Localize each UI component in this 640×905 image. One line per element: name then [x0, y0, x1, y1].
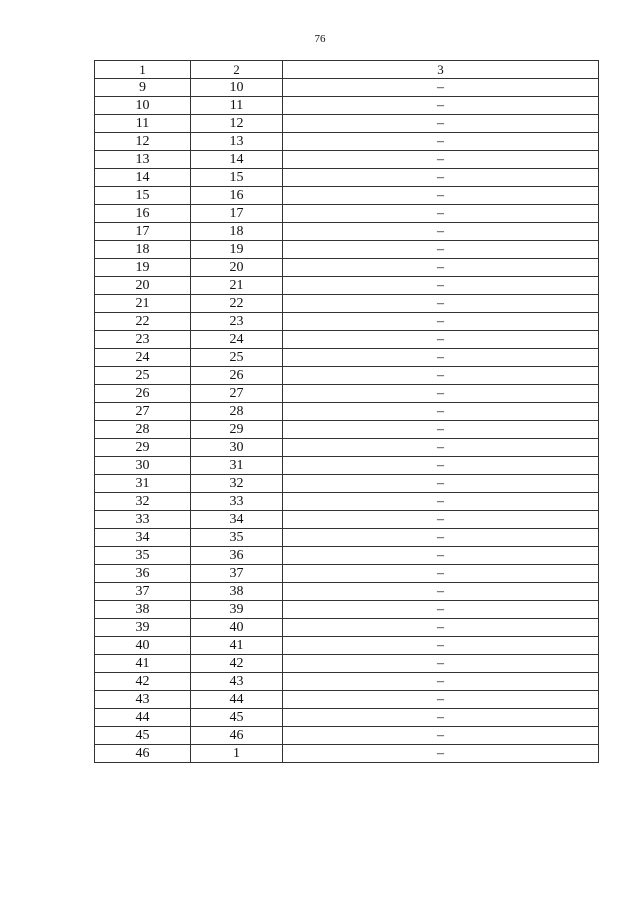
table-cell-col3: –: [283, 421, 599, 439]
header-row: [95, 61, 599, 79]
table-cell-col2: 42: [191, 655, 283, 673]
table-row: [95, 223, 599, 241]
table-cell-col3: –: [283, 673, 599, 691]
table-cell-col1: 40: [95, 637, 191, 655]
table-cell-col1: 12: [95, 133, 191, 151]
table-cell-col1: 28: [95, 421, 191, 439]
table-cell-col3: –: [283, 367, 599, 385]
table-row: [95, 727, 599, 745]
table-cell-col3: –: [283, 133, 599, 151]
table-cell-col3: –: [283, 493, 599, 511]
table-cell-col1: 20: [95, 277, 191, 295]
table-cell-col2: 43: [191, 673, 283, 691]
table-row: [95, 439, 599, 457]
table-row: [95, 133, 599, 151]
table-cell-col2: 46: [191, 727, 283, 745]
table-cell-col1: 42: [95, 673, 191, 691]
table-cell-col3: –: [283, 205, 599, 223]
table-cell-col3: –: [283, 439, 599, 457]
table-cell-col3: –: [283, 565, 599, 583]
table-cell-col1: 37: [95, 583, 191, 601]
table-cell-col3: –: [283, 529, 599, 547]
table-cell-col1: 22: [95, 313, 191, 331]
table-row: [95, 529, 599, 547]
table-cell-col2: 36: [191, 547, 283, 565]
table-cell-col1: 38: [95, 601, 191, 619]
table-cell-col1: 14: [95, 169, 191, 187]
table-cell-col2: 14: [191, 151, 283, 169]
table-cell-col1: 26: [95, 385, 191, 403]
table-cell-col1: 45: [95, 727, 191, 745]
data-table: [94, 60, 599, 763]
table-cell-col3: –: [283, 709, 599, 727]
table-cell-col2: 1: [191, 745, 283, 763]
table-cell-col2: 35: [191, 529, 283, 547]
table-cell-col1: 31: [95, 475, 191, 493]
table-cell-col1: 39: [95, 619, 191, 637]
table-cell-col3: –: [283, 241, 599, 259]
table-cell-col3: –: [283, 349, 599, 367]
table-row: [95, 151, 599, 169]
table-cell-col1: 27: [95, 403, 191, 421]
table-cell-col2: 18: [191, 223, 283, 241]
table-row: [95, 205, 599, 223]
table-row: [95, 457, 599, 475]
table-cell-col2: 22: [191, 295, 283, 313]
table-cell-col1: 33: [95, 511, 191, 529]
table-row: [95, 241, 599, 259]
table-row: [95, 511, 599, 529]
table-cell-col1: 17: [95, 223, 191, 241]
table-cell-col1: 11: [95, 115, 191, 133]
table-body: [95, 79, 599, 763]
table-cell-col3: –: [283, 115, 599, 133]
table-row: [95, 115, 599, 133]
table-cell-col1: 35: [95, 547, 191, 565]
table-cell-col3: –: [283, 745, 599, 763]
table-row: [95, 673, 599, 691]
table-row: [95, 79, 599, 97]
table-row: [95, 403, 599, 421]
table-cell-col1: 9: [95, 79, 191, 97]
table-cell-col2: 34: [191, 511, 283, 529]
table-cell-col2: 45: [191, 709, 283, 727]
table-cell-col1: 46: [95, 745, 191, 763]
table-row: [95, 295, 599, 313]
table-cell-col1: 25: [95, 367, 191, 385]
table-cell-col3: –: [283, 385, 599, 403]
table-cell-col2: 40: [191, 619, 283, 637]
table-cell-col3: –: [283, 655, 599, 673]
table-cell-col1: 13: [95, 151, 191, 169]
table-cell-col1: 10: [95, 97, 191, 115]
table-cell-col3: –: [283, 403, 599, 421]
table-row: [95, 565, 599, 583]
table-cell-col2: 37: [191, 565, 283, 583]
table-cell-col3: –: [283, 583, 599, 601]
table-cell-col2: 26: [191, 367, 283, 385]
table-row: [95, 709, 599, 727]
table-row: [95, 475, 599, 493]
table-cell-col2: 38: [191, 583, 283, 601]
table-cell-col2: 31: [191, 457, 283, 475]
table-cell-col1: 41: [95, 655, 191, 673]
table-row: [95, 169, 599, 187]
table-cell-col3: –: [283, 79, 599, 97]
table-cell-col2: 21: [191, 277, 283, 295]
page-number: 76: [314, 33, 326, 45]
table-cell-col3: –: [283, 511, 599, 529]
table-row: [95, 745, 599, 763]
table-cell-col3: –: [283, 313, 599, 331]
table-cell-col3: –: [283, 457, 599, 475]
table-cell-col1: 21: [95, 295, 191, 313]
table-cell-col2: 39: [191, 601, 283, 619]
table-cell-col1: 36: [95, 565, 191, 583]
column-header-2: 2: [191, 61, 283, 79]
table-cell-col3: –: [283, 97, 599, 115]
table-row: [95, 619, 599, 637]
table-row: [95, 97, 599, 115]
table-cell-col2: 41: [191, 637, 283, 655]
table-cell-col2: 15: [191, 169, 283, 187]
table-row: [95, 259, 599, 277]
table-cell-col2: 16: [191, 187, 283, 205]
table-cell-col2: 17: [191, 205, 283, 223]
table-cell-col1: 15: [95, 187, 191, 205]
table-cell-col3: –: [283, 727, 599, 745]
table-row: [95, 421, 599, 439]
table-cell-col2: 29: [191, 421, 283, 439]
table-cell-col3: –: [283, 547, 599, 565]
table-cell-col2: 12: [191, 115, 283, 133]
table-cell-col3: –: [283, 475, 599, 493]
table-cell-col2: 32: [191, 475, 283, 493]
table-cell-col2: 27: [191, 385, 283, 403]
table-cell-col2: 10: [191, 79, 283, 97]
table-row: [95, 601, 599, 619]
column-header-1: 1: [95, 61, 191, 79]
table-cell-col2: 24: [191, 331, 283, 349]
table-cell-col3: –: [283, 151, 599, 169]
table-cell-col3: –: [283, 619, 599, 637]
table-cell-col1: 23: [95, 331, 191, 349]
table-cell-col1: 30: [95, 457, 191, 475]
table-cell-col2: 25: [191, 349, 283, 367]
table-cell-col1: 29: [95, 439, 191, 457]
table-cell-col2: 44: [191, 691, 283, 709]
table-cell-col1: 19: [95, 259, 191, 277]
table-cell-col1: 16: [95, 205, 191, 223]
table-cell-col2: 33: [191, 493, 283, 511]
table-cell-col2: 19: [191, 241, 283, 259]
table-row: [95, 277, 599, 295]
table-row: [95, 547, 599, 565]
table-cell-col1: 43: [95, 691, 191, 709]
table-cell-col3: –: [283, 331, 599, 349]
table-cell-col2: 13: [191, 133, 283, 151]
table-cell-col3: –: [283, 601, 599, 619]
table-cell-col3: –: [283, 187, 599, 205]
table-cell-col3: –: [283, 169, 599, 187]
table-row: [95, 583, 599, 601]
table-cell-col2: 28: [191, 403, 283, 421]
table-row: [95, 691, 599, 709]
table-cell-col2: 30: [191, 439, 283, 457]
table-row: [95, 313, 599, 331]
table-cell-col3: –: [283, 637, 599, 655]
table-cell-col2: 23: [191, 313, 283, 331]
table-cell-col3: –: [283, 223, 599, 241]
column-header-3: 3: [283, 61, 599, 79]
table-row: [95, 385, 599, 403]
table-cell-col1: 24: [95, 349, 191, 367]
table-cell-col3: –: [283, 295, 599, 313]
table-cell-col1: 34: [95, 529, 191, 547]
table-row: [95, 349, 599, 367]
table-row: [95, 187, 599, 205]
table-row: [95, 637, 599, 655]
table-row: [95, 367, 599, 385]
table-cell-col3: –: [283, 259, 599, 277]
table-cell-col1: 44: [95, 709, 191, 727]
table-row: [95, 655, 599, 673]
table-row: [95, 493, 599, 511]
table-cell-col2: 20: [191, 259, 283, 277]
table-cell-col3: –: [283, 277, 599, 295]
table-cell-col1: 32: [95, 493, 191, 511]
table-cell-col1: 18: [95, 241, 191, 259]
table-cell-col3: –: [283, 691, 599, 709]
table-row: [95, 331, 599, 349]
table-cell-col2: 11: [191, 97, 283, 115]
